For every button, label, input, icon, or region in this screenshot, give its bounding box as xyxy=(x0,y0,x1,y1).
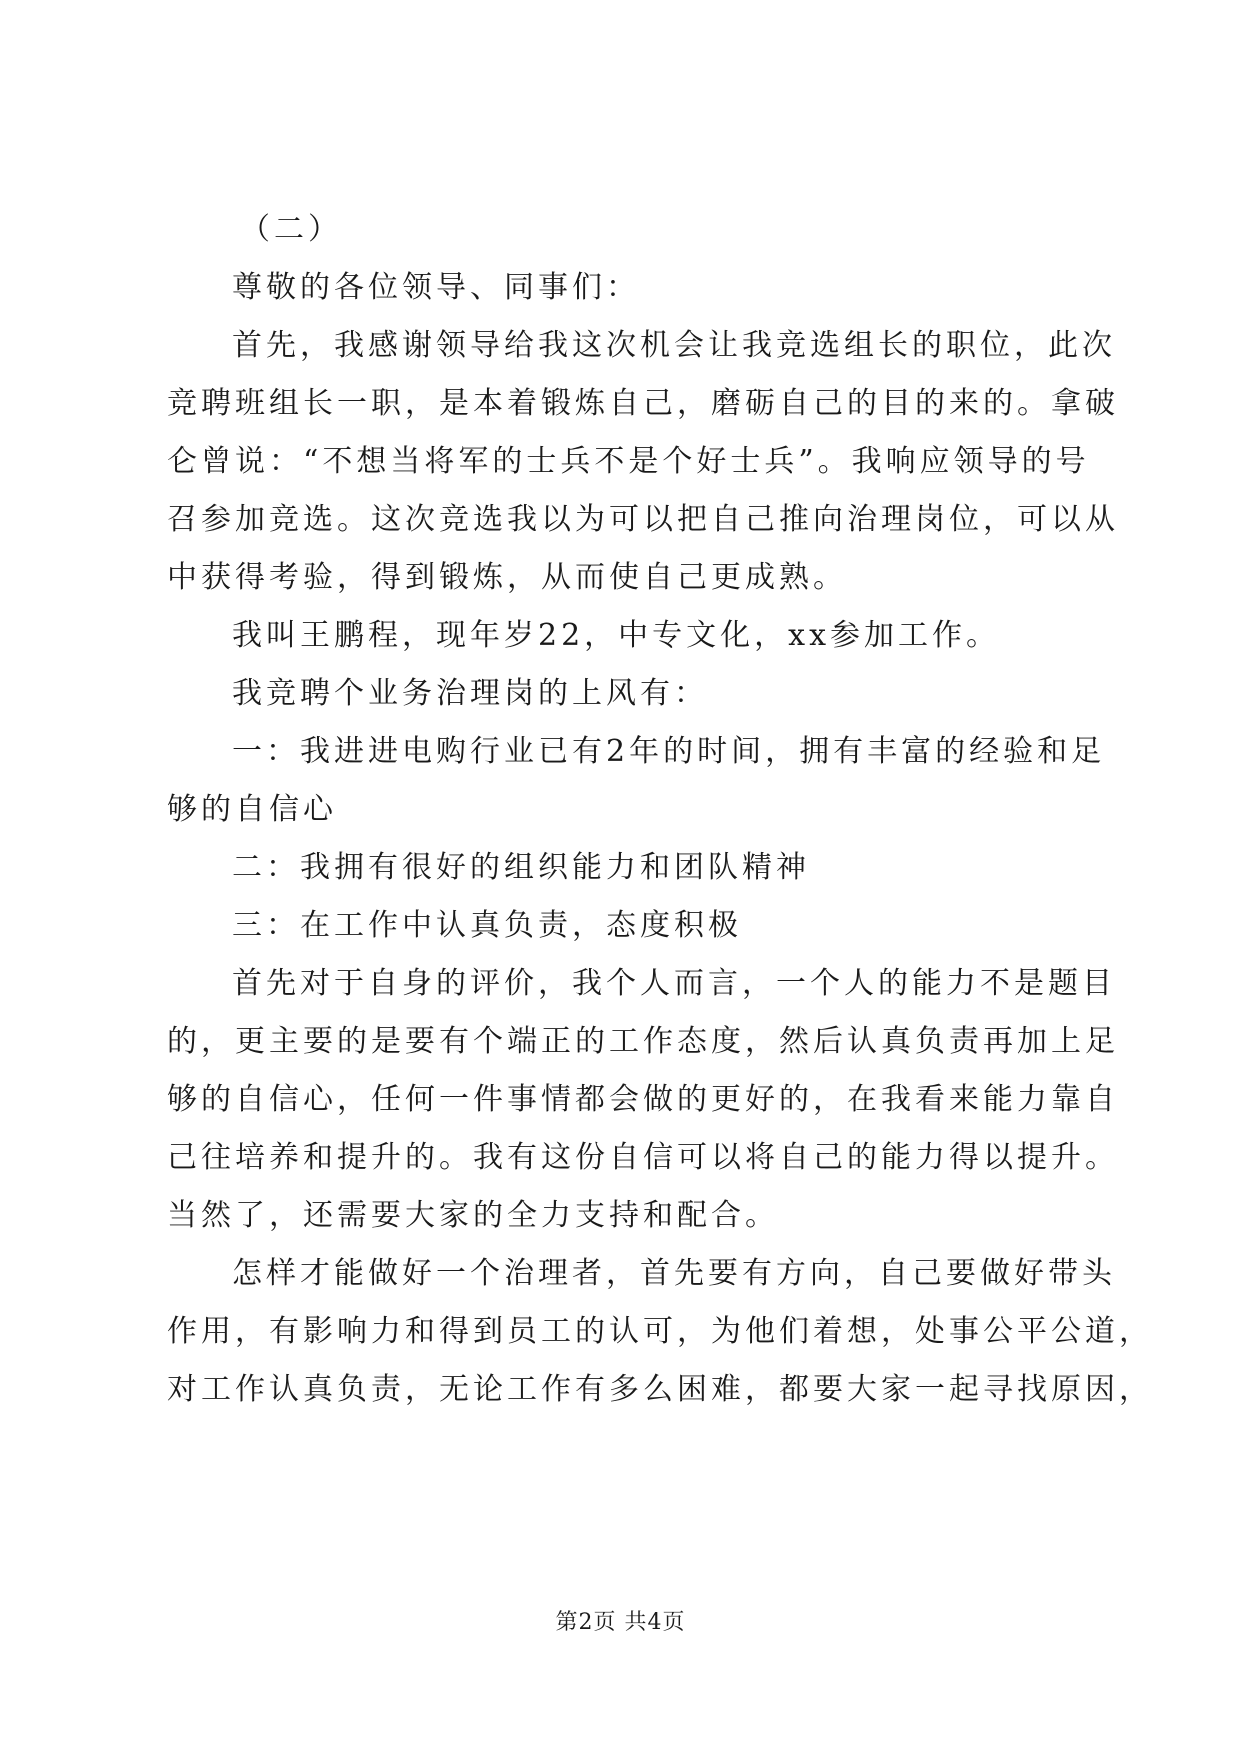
list-item-line: 三：在工作中认真负责，态度积极 xyxy=(232,908,742,943)
paragraph-line: 怎样才能做好一个治理者，首先要有方向，自己要做好带头 xyxy=(232,1256,1116,1291)
paragraph-line: 仑曾说：“不想当将军的士兵不是个好士兵”。我响应领导的号 xyxy=(167,444,1090,479)
paragraph-line: 我叫王鹏程，现年岁22，中专文化，xx参加工作。 xyxy=(232,618,1001,653)
list-item-line: 二：我拥有很好的组织能力和团队精神 xyxy=(232,850,810,885)
paragraph-line: 首先对于自身的评价，我个人而言，一个人的能力不是题目 xyxy=(232,966,1116,1001)
paragraph-line: 首先，我感谢领导给我这次机会让我竞选组长的职位，此次 xyxy=(232,328,1116,363)
paragraph-line: 己往培养和提升的。我有这份自信可以将自己的能力得以提升。 xyxy=(167,1140,1119,1175)
paragraph-line: 竞聘班组长一职，是本着锻炼自己，磨砺自己的目的来的。拿破 xyxy=(167,386,1119,421)
salutation: 尊敬的各位领导、同事们： xyxy=(232,270,640,305)
section-heading: （二） xyxy=(240,212,342,247)
page-number-footer: 第2页 共4页 xyxy=(555,1610,686,1635)
paragraph-line: 当然了，还需要大家的全力支持和配合。 xyxy=(167,1198,779,1233)
paragraph-line: 够的自信心，任何一件事情都会做的更好的，在我看来能力靠自 xyxy=(167,1082,1119,1117)
list-item-line: 一：我进进电购行业已有2年的时间，拥有丰富的经验和足 xyxy=(232,734,1106,769)
paragraph-line: 的，更主要的是要有个端正的工作态度，然后认真负责再加上足 xyxy=(167,1024,1119,1059)
list-item-line: 够的自信心 xyxy=(167,792,337,827)
paragraph-line: 召参加竞选。这次竞选我以为可以把自己推向治理岗位，可以从 xyxy=(167,502,1119,537)
paragraph-line: 我竞聘个业务治理岗的上风有： xyxy=(232,676,708,711)
paragraph-line: 作用，有影响力和得到员工的认可，为他们着想，处事公平公道， xyxy=(167,1314,1153,1349)
paragraph-line: 对工作认真负责，无论工作有多么困难，都要大家一起寻找原因， xyxy=(167,1372,1153,1407)
paragraph-line: 中获得考验，得到锻炼，从而使自己更成熟。 xyxy=(167,560,847,595)
